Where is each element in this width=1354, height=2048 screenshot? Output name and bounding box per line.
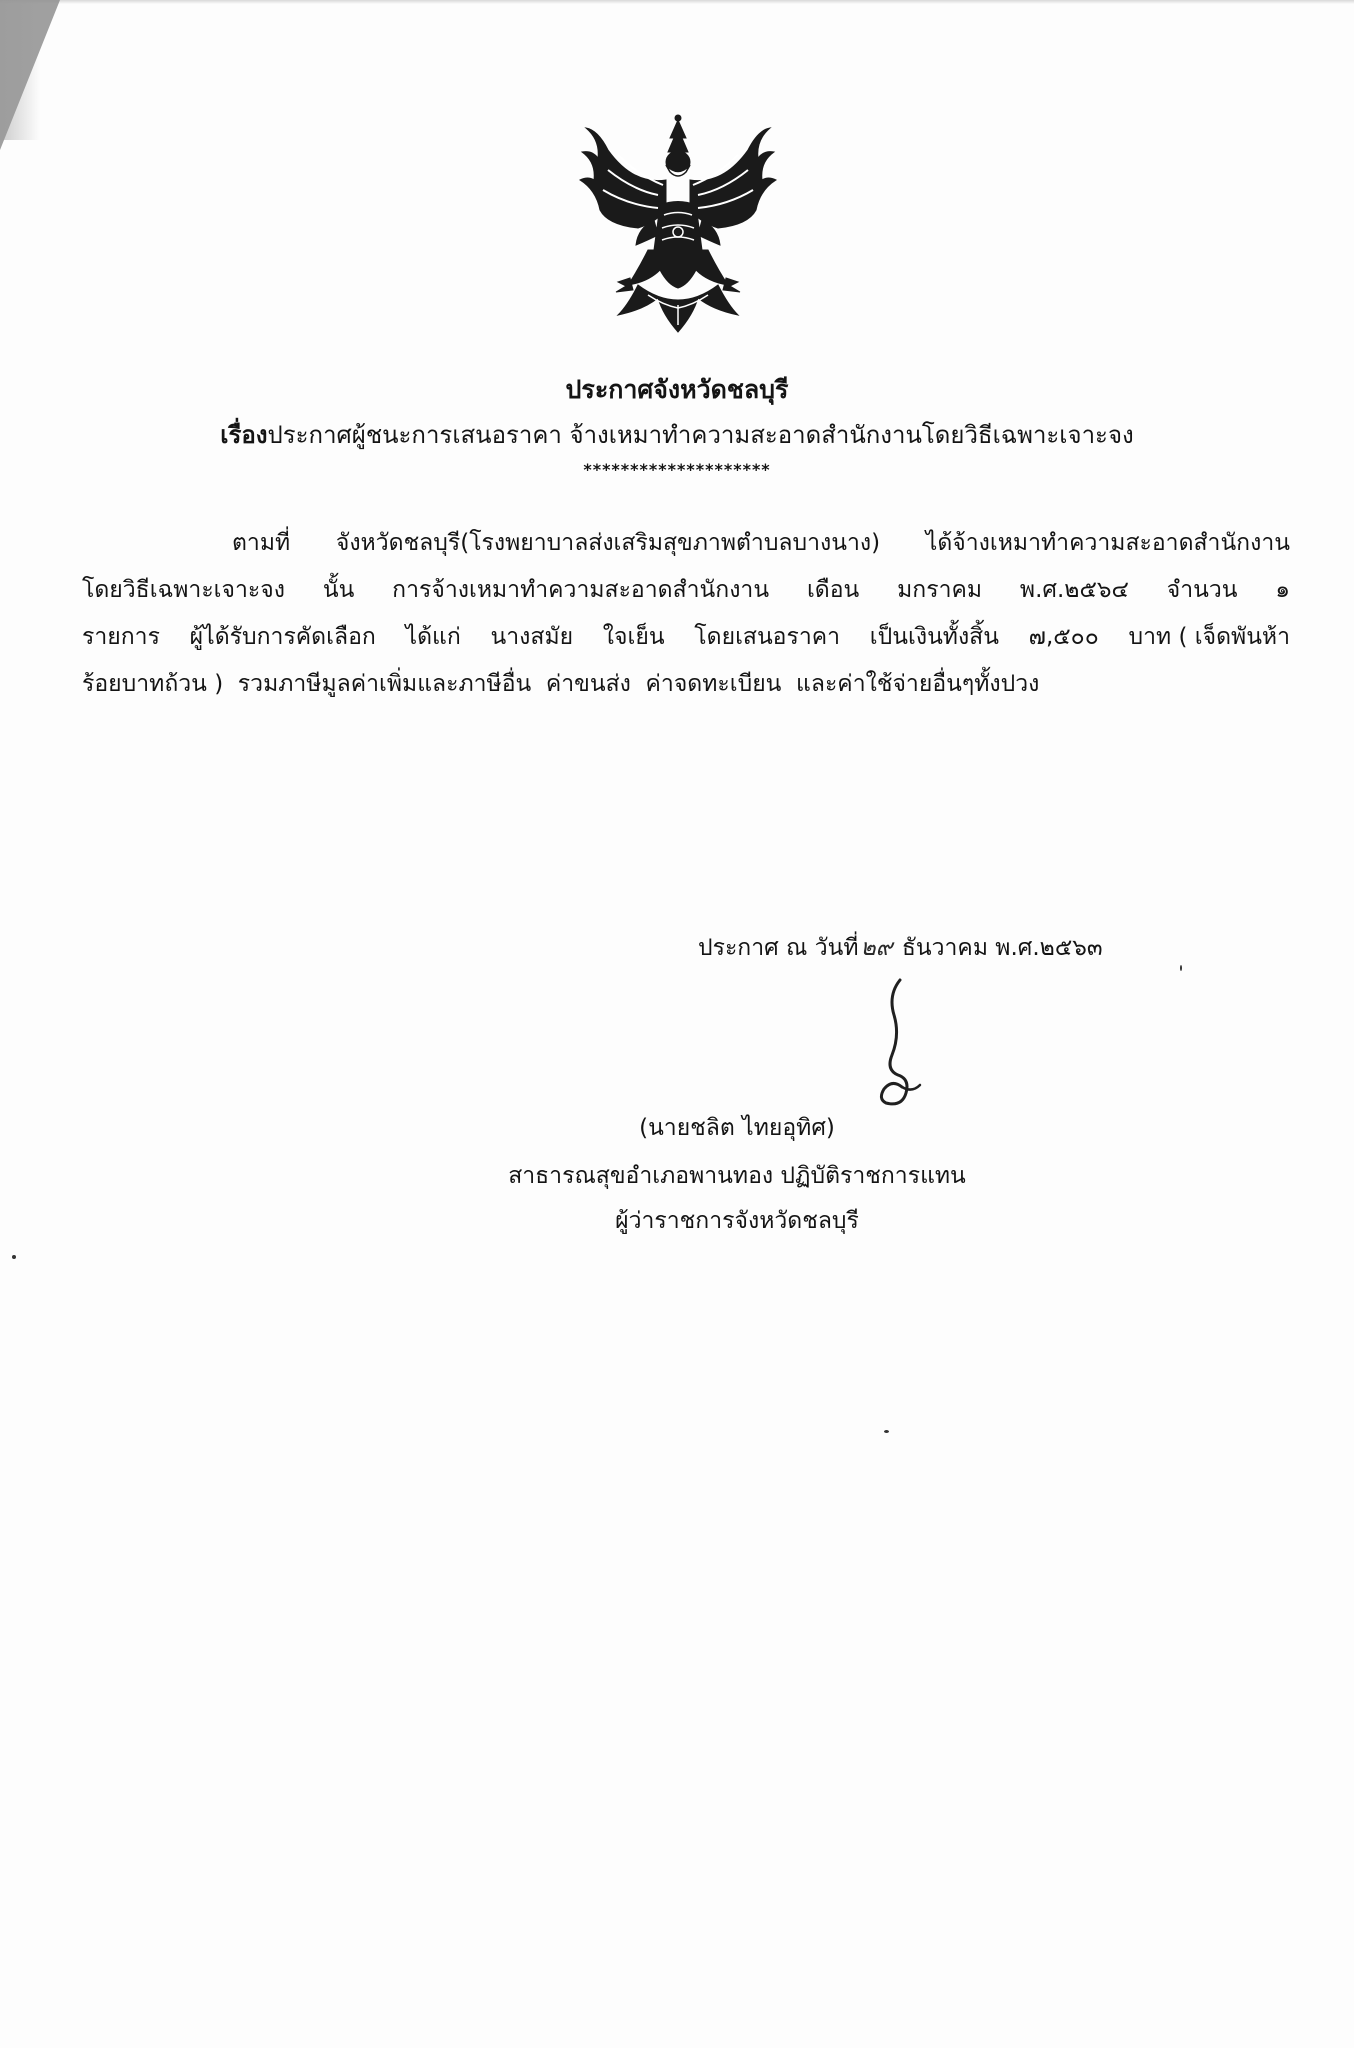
- body-word: นางสมัย: [490, 624, 574, 650]
- date-prefix: ประกาศ ณ วันที่: [698, 935, 859, 961]
- scan-corner-fade: [0, 0, 40, 140]
- scan-top-edge: [0, 0, 1354, 4]
- body-word: ได้จ้างเหมาทำความสะอาดสำนักงาน: [925, 530, 1290, 556]
- subject-label: เรื่อง: [220, 421, 268, 449]
- body-word: ๑: [1275, 577, 1290, 603]
- body-line-3: [82, 614, 1290, 661]
- body-word: เป็นเงินทั้งสิ้น: [869, 624, 999, 650]
- body-word: การจ้างเหมาทำความสะอาดสำนักงาน: [392, 577, 770, 603]
- body-word: รวมภาษีมูลค่าเพิ่มและภาษีอื่น: [237, 671, 532, 697]
- handwritten-signature-icon: [840, 975, 960, 1125]
- body-word: โดยเสนอราคา: [694, 624, 841, 650]
- body-word: บาท ( เจ็ดพันห้า: [1128, 624, 1290, 650]
- body-line-1: [82, 520, 1290, 567]
- body-word: โดยวิธีเฉพาะเจาะจง: [82, 577, 285, 603]
- announcement-date: [698, 930, 1103, 966]
- scan-speck: [12, 1255, 16, 1259]
- body-line-4: [82, 661, 1290, 708]
- body-word: ๗,๕๐๐: [1028, 624, 1099, 650]
- garuda-emblem-icon: [578, 110, 778, 335]
- body-word: พ.ศ.๒๕๖๔: [1019, 577, 1129, 603]
- body-word: ค่าจดทะเบียน: [645, 671, 782, 697]
- body-word: จังหวัดชลบุรี(โรงพยาบาลส่งเสริมสุขภาพตำบลบางนาง): [335, 530, 881, 556]
- body-word: มกราคม: [897, 577, 983, 603]
- date-suffix: ธันวาคม พ.ศ.๒๕๖๓: [901, 935, 1103, 961]
- signer-position-line-2: ผู้ว่าราชการจังหวัดชลบุรี: [615, 1208, 859, 1234]
- date-day: ๒๙: [860, 935, 893, 961]
- body-word: ร้อยบาทถ้วน ): [82, 671, 224, 697]
- body-word: และค่าใช้จ่ายอื่นๆทั้งปวง: [796, 671, 1040, 697]
- body-word: รายการ: [82, 624, 160, 650]
- body-paragraph: [82, 520, 1290, 708]
- scan-speck: [1180, 965, 1182, 971]
- body-word: ผู้ได้รับการคัดเลือก: [189, 624, 376, 650]
- body-word: เดือน: [806, 577, 860, 603]
- document-subject: [0, 415, 1354, 454]
- signer-position-line-1: สาธารณสุขอำเภอพานทอง ปฏิบัติราชการแทน: [508, 1163, 966, 1189]
- body-word: จำนวน: [1166, 577, 1238, 603]
- body-word: ใจเย็น: [602, 624, 665, 650]
- body-word: ได้แก่: [405, 624, 461, 650]
- signer-name: (นายชลิต ไทยอุทิศ): [639, 1115, 835, 1141]
- body-word: นั้น: [322, 577, 355, 603]
- separator-stars: ********************: [583, 460, 771, 479]
- body-word: ค่าขนส่ง: [545, 671, 631, 697]
- document-title: ประกาศจังหวัดชลบุรี: [565, 375, 789, 404]
- subject-text: ประกาศผู้ชนะการเสนอราคา จ้างเหมาทำความสะอาดสำนักงานโดยวิธีเฉพาะเจาะจง: [267, 421, 1134, 449]
- body-line-2: [82, 567, 1290, 614]
- scan-speck: [884, 1430, 889, 1433]
- body-word: ตามที่: [232, 530, 291, 556]
